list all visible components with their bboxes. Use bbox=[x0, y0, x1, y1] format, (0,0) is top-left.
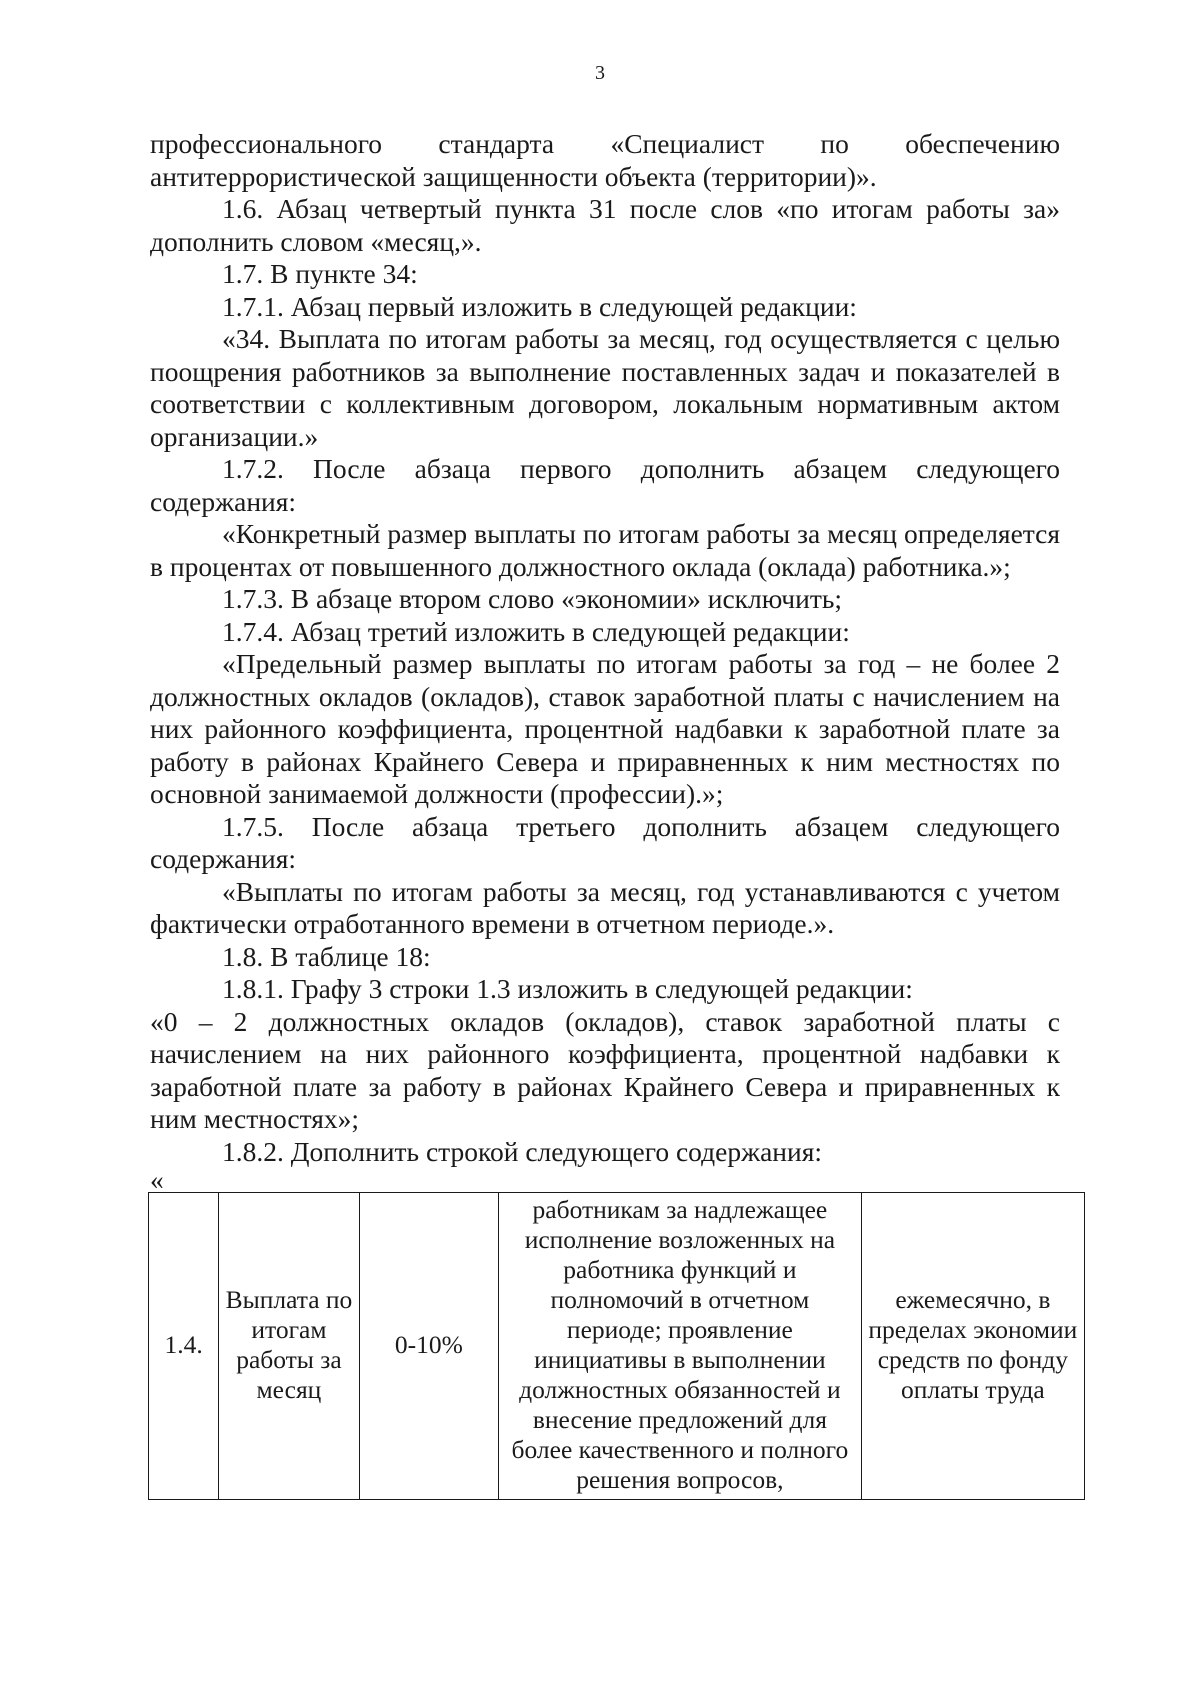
paragraph: 1.8.2. Дополнить строкой следующего содержания: bbox=[222, 1135, 823, 1167]
paragraph: «Выплаты по итогам работы за месяц, год устанавливаются с учетом фактически отработанного времени в отчетном периоде.». bbox=[150, 875, 1060, 939]
paragraph: 1.8. В таблице 18: bbox=[222, 940, 431, 972]
page-number: 3 bbox=[595, 62, 605, 84]
cell-periodicity: ежемесячно, в пределах экономии средств по фонду оплаты труда bbox=[861, 1193, 1084, 1500]
cell-amount: 0-10% bbox=[359, 1193, 498, 1500]
document-body bbox=[150, 128, 1078, 1500]
paragraph: 1.7. В пункте 34: bbox=[222, 258, 418, 289]
paragraph: 1.7.2. После абзаца первого дополнить абзацем следующего содержания: bbox=[150, 453, 1060, 517]
cell-row-number: 1.4. bbox=[149, 1193, 219, 1500]
paragraph: 1.7.3. В абзаце втором слово «экономии» исключить; bbox=[222, 583, 843, 614]
paragraph: «Предельный размер выплаты по итогам работы за год – не более 2 должностных окладов (окладов), ставок заработной платы с начислением на них районного коэффициента, процентной надбавки к заработной плате за работу в районах Крайнего Севера и приравненных к ним местностях по основной занимаемой должности (профессии).»; bbox=[150, 648, 1060, 809]
paragraph: 1.7.4. Абзац третий изложить в следующей редакции: bbox=[222, 615, 850, 647]
table-open-quote: « bbox=[150, 1164, 164, 1195]
paragraph: 1.7.5. После абзаца третьего дополнить абзацем следующего содержания: bbox=[150, 810, 1060, 874]
paragraph: 1.7.1. Абзац первый изложить в следующей редакции: bbox=[222, 290, 857, 322]
paragraph: 1.6. Абзац четвертый пункта 31 после слов «по итогам работы за» дополнить словом «месяц,». bbox=[150, 193, 1060, 257]
paragraph: «34. Выплата по итогам работы за месяц, год осуществляется с целью поощрения работников за выполнение поставленных задач и показателей в соответствии с коллективным договором, локальным нормативным актом организации.» bbox=[150, 323, 1060, 452]
paragraph: профессионального стандарта «Специалист по обеспечению антитеррористической защищенности объекта (территории)». bbox=[150, 128, 1060, 192]
cell-criteria: работникам за надлежащее исполнение возложенных на работника функций и полномочий в отчетном периоде; проявление инициативы в выполнении должностных обязанностей и внесение предложений для более качественного и полного решения вопросов, bbox=[499, 1193, 862, 1500]
table-row bbox=[149, 1193, 1085, 1500]
paragraph: 1.8.1. Графу 3 строки 1.3 изложить в следующей редакции: bbox=[222, 973, 913, 1004]
paragraph: «0 – 2 должностных окладов (окладов), ставок заработной платы с начислением на них районного коэффициента, процентной надбавки к заработной плате за работу в районах Крайнего Севера и приравненных к ним местностях»; bbox=[150, 1005, 1060, 1134]
paragraph: «Конкретный размер выплаты по итогам работы за месяц определяется в процентах от повышенного должностного оклада (оклада) работника.»; bbox=[150, 518, 1060, 582]
amendment-table bbox=[148, 1192, 1085, 1500]
cell-payment-name: Выплата по итогам работы за месяц bbox=[219, 1193, 359, 1500]
